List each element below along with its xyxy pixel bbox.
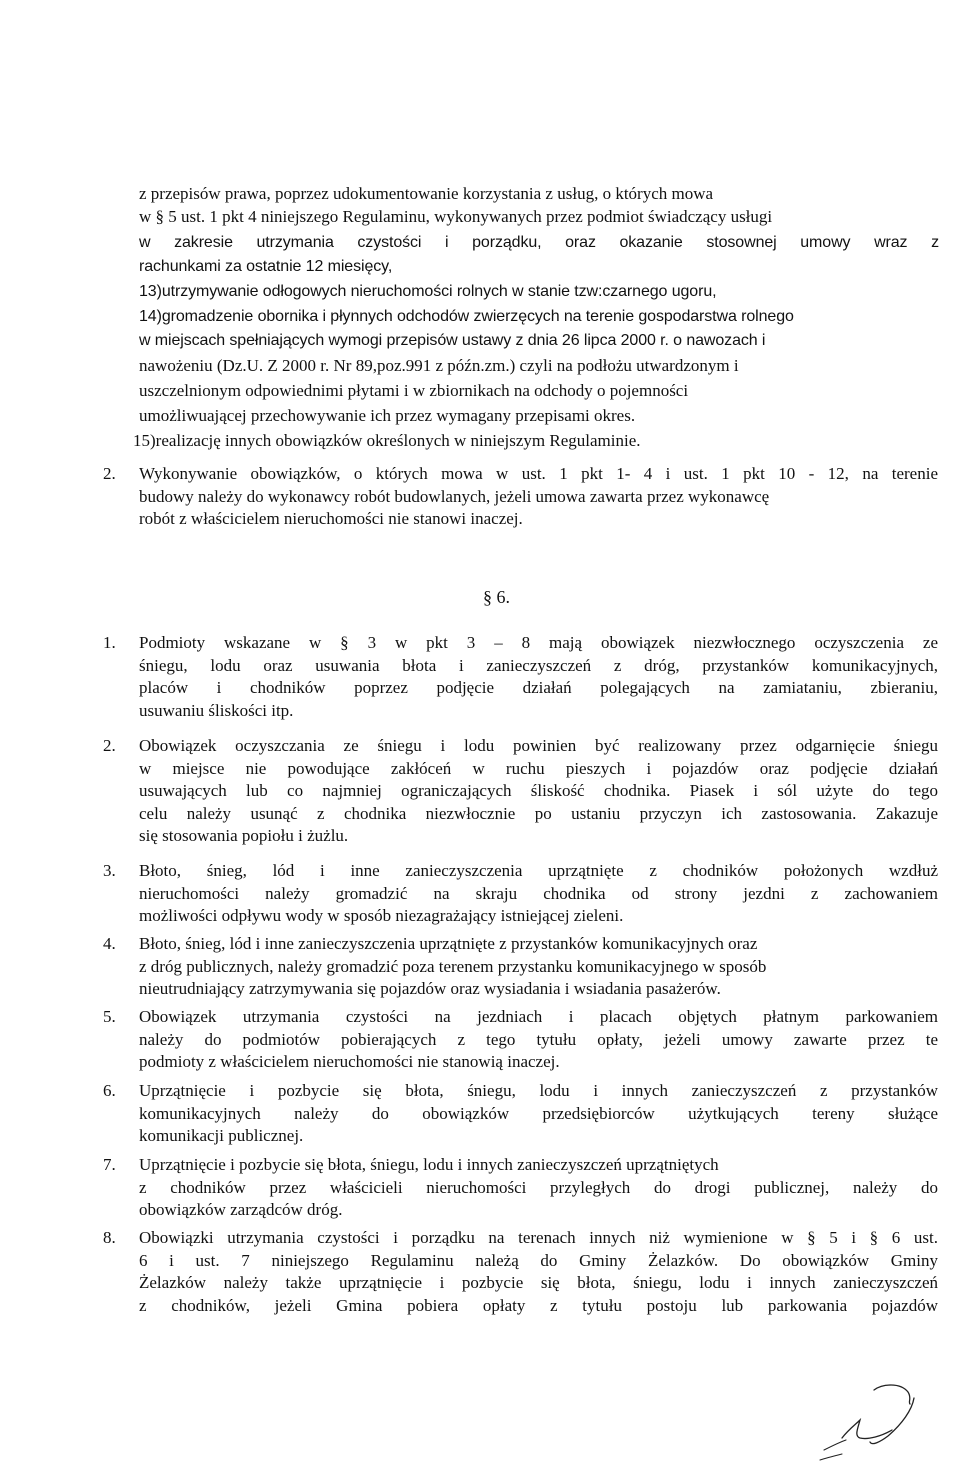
item-line: nieruchomości należy gromadzić na skraju chodnika od strony jezdni z zachowaniem: [139, 883, 938, 903]
item-text: [139, 860, 938, 928]
list-item-14-cont-2: nawożeniu (Dz.U. Z 2000 r. Nr 89,poz.991 z późn.zm.) czyli na podłożu utwardzonym i: [139, 356, 739, 375]
item-line: śniegu, lodu oraz usuwania błota i zanieczyszczeń z dróg, przystanków komunikacyjnych,: [139, 655, 938, 675]
paragraph-line: robót z właścicielem nieruchomości nie stanowi inaczej.: [139, 509, 523, 528]
item-text: [139, 1154, 938, 1222]
list-item-14: 14)gromadzenie obornika i płynnych odchodów zwierzęcych na terenie gospodarstwa rolnego: [139, 308, 794, 325]
item-text: [139, 1080, 938, 1148]
item-text: [139, 1006, 938, 1074]
item-line: celu należy usunąć z chodnika niezwłocznie po ustaniu przyczyn ich zastosowania. Zakazuje: [139, 803, 938, 823]
top-line-2: w § 5 ust. 1 pkt 4 niniejszego Regulaminu, wykonywanych przez podmiot świadczący usługi: [139, 207, 773, 226]
handwritten-scribble: [812, 1380, 922, 1465]
item-number: 6.: [103, 1081, 116, 1100]
item-line: placów i chodników poprzez podjęcie działań polegających na zamiataniu, zbieraniu,: [139, 678, 938, 697]
item-number: 4.: [103, 934, 116, 953]
item-text: [139, 933, 938, 1001]
list-item-13: 13)utrzymywanie odłogowych nieruchomości rolnych w stanie tzw:czarnego ugoru,: [139, 283, 717, 300]
top-line-4: rachunkami za ostatnie 12 miesięcy,: [139, 258, 393, 275]
paragraph-line: Wykonywanie obowiązków, o których mowa w ust. 1 pkt 1- 4 i ust. 1 pkt 10 - 12, na terenie: [139, 464, 938, 483]
item-line: Błoto, śnieg, lód i inne zanieczyszczenia uprzątnięte z chodników położonych wzdłuż: [139, 861, 938, 880]
list-item-15: 15)realizację innych obowiązków określonych w niniejszym Regulaminie.: [133, 431, 641, 450]
item-line: możliwości odpływu wody w sposób niezagrażający istniejącej zieleni.: [139, 906, 624, 925]
list-item-14-cont-1: w miejscach spełniających wymogi przepisów ustawy z dnia 26 lipca 2000 r. o nawozach i: [139, 332, 766, 349]
item-line: należy do podmiotów pobierających z tego tytułu opłaty, jeżeli umowy zawarte przez te: [139, 1029, 938, 1049]
item-line: 6 i ust. 7 niniejszego Regulaminu należą do Gminy Żelazków. Do obowiązków Gminy: [139, 1250, 938, 1270]
item-line: z chodników przez właścicieli nieruchomości przyległych do drogi publicznej, należy do: [139, 1177, 938, 1197]
top-line-3: w zakresie utrzymania czystości i porządku, oraz okazanie stosownej umowy wraz z: [139, 234, 939, 251]
item-line: Podmioty wskazane w § 3 w pkt 3 – 8 mają obowiązek niezwłocznego oczyszczenia ze: [139, 633, 938, 652]
item-line: w miejsce nie powodujące zakłóceń w ruchu pieszych i pojazdów oraz podjęcie działań: [139, 758, 938, 778]
item-number: 1.: [103, 633, 116, 652]
item-line: Żelazków należy także uprzątnięcie i pozbycie się błota, śniegu, lodu i innych zanieczyszczeń: [139, 1273, 938, 1292]
item-number: 8.: [103, 1228, 116, 1247]
item-line: Obowiązki utrzymania czystości i porządku na terenach innych niż wymienione w § 5 i § 6 ust.: [139, 1228, 938, 1247]
item-number: 5.: [103, 1007, 116, 1026]
item-text: [139, 735, 938, 848]
item-line: obowiązków zarządców dróg.: [139, 1200, 343, 1219]
item-line: Obowiązek oczyszczania ze śniegu i lodu powinien być realizowany przez odgarnięcie śniegu: [139, 736, 938, 755]
item-line: się stosowania popiołu i żużlu.: [139, 826, 349, 845]
section-heading: § 6.: [483, 587, 510, 607]
paragraph-number: 2.: [103, 464, 116, 483]
item-line: nieutrudniający zatrzymywania się pojazdów oraz wysiadania i wsiadania pasażerów.: [139, 979, 721, 998]
item-line: podmioty z właścicielem nieruchomości nie stanowią inaczej.: [139, 1052, 560, 1071]
item-line: Błoto, śnieg, lód i inne zanieczyszczenia uprzątnięte z przystanków komunikacyjnych oraz: [139, 934, 758, 953]
list-item-14-cont-4: umożliwuającej przechowywanie ich przez wymagany przepisami okres.: [139, 406, 636, 425]
top-line-1: z przepisów prawa, poprzez udokumentowanie korzystania z usług, o których mowa: [139, 184, 714, 203]
list-item-14-cont-3: uszczelnionym odpowiednimi płytami i w zbiornikach na odchody o pojemności: [139, 381, 689, 400]
item-line: komunikacji publicznej.: [139, 1126, 304, 1145]
item-line: komunikacyjnych należy do obowiązków przedsiębiorców użytkujących tereny służące: [139, 1103, 938, 1123]
item-line: z chodników, jeżeli Gmina pobiera opłaty z tytułu postoju lub parkowania pojazdów: [139, 1295, 938, 1315]
paragraph-text: [139, 463, 938, 531]
item-text: [139, 632, 938, 722]
item-number: 3.: [103, 861, 116, 880]
item-line: Uprzątnięcie i pozbycie się błota, śniegu, lodu i innych zanieczyszczeń z przystanków: [139, 1081, 938, 1100]
item-line: z dróg publicznych, należy gromadzić poza terenem przystanku komunikacyjnego w sposób: [139, 956, 767, 976]
item-line: usuwających lub co najmniej ograniczających śliskość chodnika. Piasek i sól użyte do tego: [139, 781, 938, 800]
item-line: Uprzątnięcie i pozbycie się błota, śniegu, lodu i innych zanieczyszczeń uprzątniętych: [139, 1155, 719, 1174]
item-number: 2.: [103, 736, 116, 755]
paragraph-line: budowy należy do wykonawcy robót budowlanych, jeżeli umowa zawarta przez wykonawcę: [139, 486, 770, 506]
item-line: Obowiązek utrzymania czystości na jezdniach i placach objętych płatnym parkowaniem: [139, 1007, 938, 1026]
item-number: 7.: [103, 1155, 116, 1174]
item-text: [139, 1227, 938, 1317]
item-line: usuwaniu śliskości itp.: [139, 700, 294, 720]
